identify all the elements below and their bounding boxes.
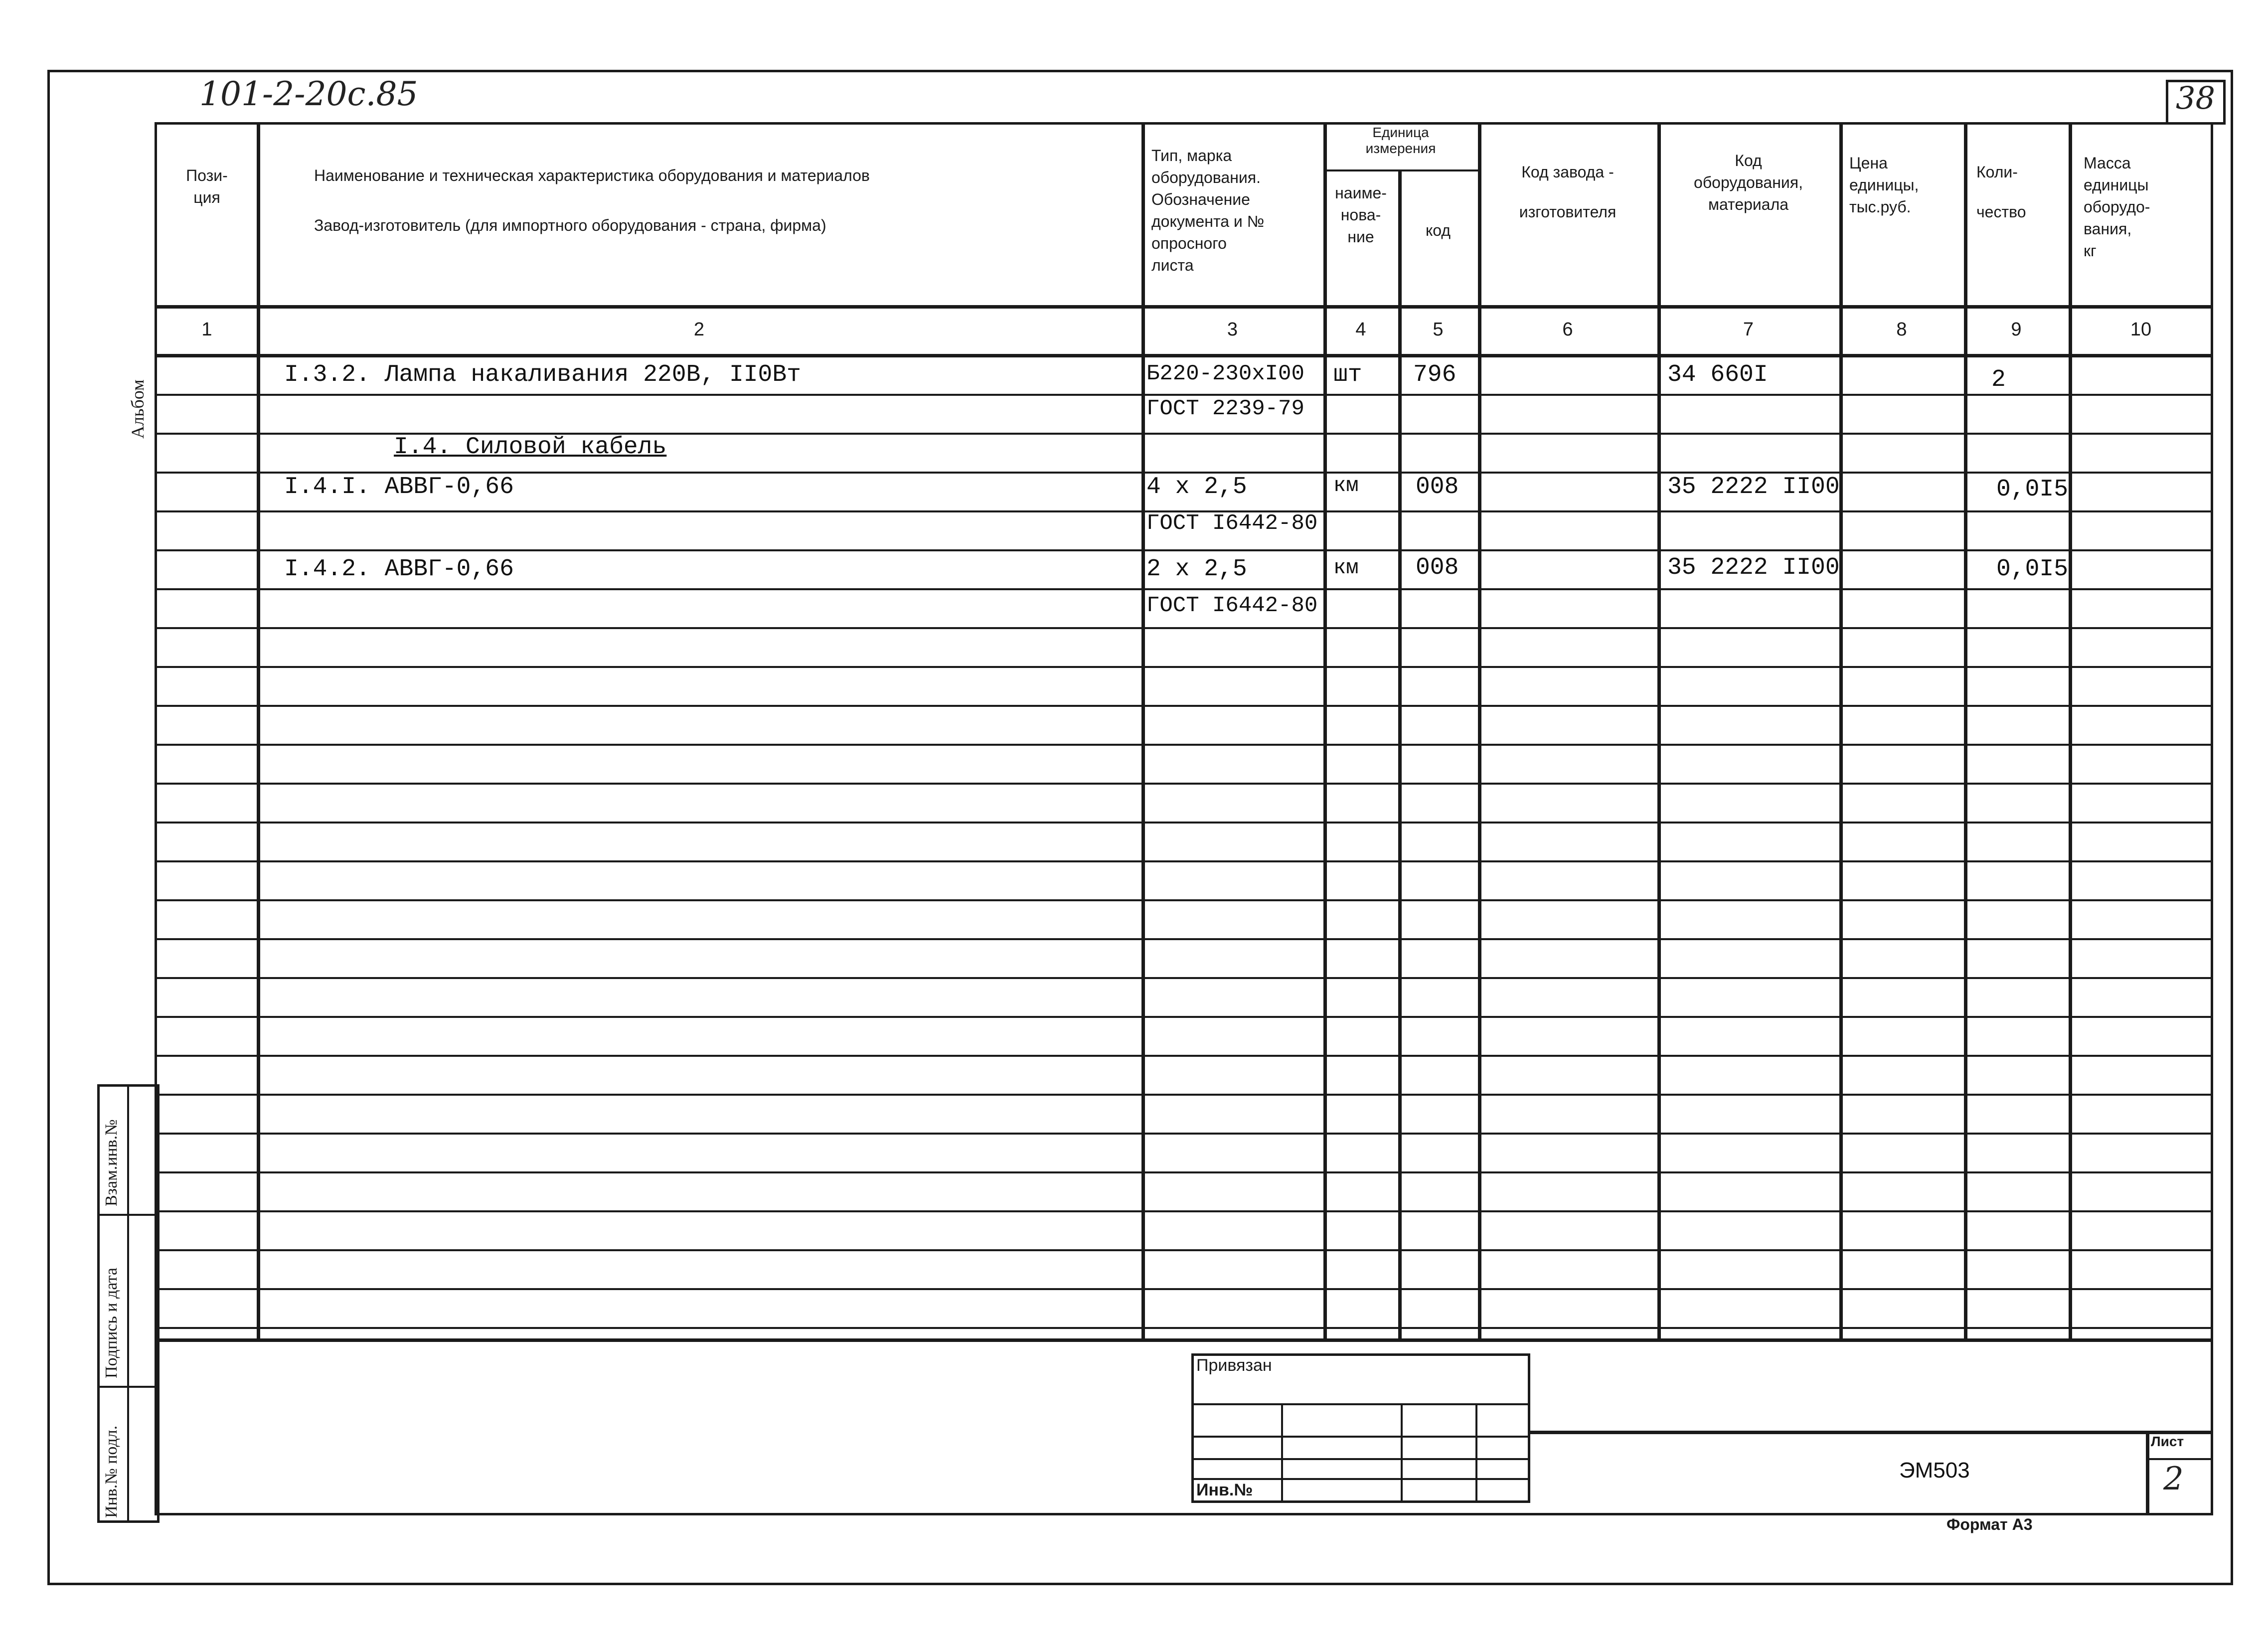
table-row-line (155, 1055, 2213, 1057)
title-block-sheet-line (2146, 1458, 2213, 1460)
row6-unit-code: 008 (1416, 554, 1459, 581)
col-line-9 (2069, 122, 2072, 1338)
row1-code: 34 660I (1667, 361, 1768, 388)
table-row-line (155, 394, 2213, 396)
sheet-label: Лист (2151, 1434, 2184, 1449)
table-row-line (155, 1210, 2213, 1212)
colnum-2: 2 (693, 319, 705, 340)
row3-name: I.4. Силовой кабель (394, 434, 667, 461)
attached-vline-2 (1401, 1403, 1403, 1503)
table-row-line (155, 860, 2213, 862)
designation: ЭМ503 (1899, 1458, 1970, 1483)
row4-name: I.4.I. АВВГ-0,66 (284, 474, 514, 500)
colnum-9: 9 (2011, 319, 2022, 340)
page-number: 38 (2176, 80, 2215, 116)
side-stamp-vline (127, 1084, 129, 1523)
col-line-8 (1964, 122, 1967, 1338)
title-block-sheet-divider (2146, 1431, 2149, 1515)
col-line-3 (1323, 122, 1327, 1338)
attached-line-1 (1191, 1403, 1530, 1405)
row6-type: 2 х 2,5 (1146, 556, 1247, 583)
col3-header: Тип, марка оборудования. Обозначение документа и № опросного листа (1151, 147, 1265, 274)
table-row-line (155, 1094, 2213, 1096)
table-row-line (155, 783, 2213, 785)
row4-unit-code: 008 (1416, 474, 1459, 500)
header-bottom-line (155, 305, 2213, 309)
table-row-line (155, 1338, 2213, 1342)
inv-no-label: Инв.№ (1196, 1481, 1253, 1499)
row1-unit-code: 796 (1413, 361, 1457, 388)
album-label: Альбом (128, 379, 148, 439)
row6-name: I.4.2. АВВГ-0,66 (284, 556, 514, 583)
col7-header: Код оборудования, материала (1694, 152, 1803, 213)
side-stamp-replaced-inv: Взам.инв.№ (102, 1119, 121, 1206)
row6-qty: 0,0I5 (1996, 556, 2069, 583)
col8-header: Цена единицы, тыс.руб. (1849, 154, 1919, 216)
table-row-line (155, 938, 2213, 940)
colnum-4: 4 (1355, 319, 1366, 340)
table-row-line (155, 588, 2213, 590)
colnum-7: 7 (1743, 319, 1754, 340)
attached-vline-1 (1281, 1403, 1283, 1503)
row1-type: Б220-230хI00 (1146, 361, 1304, 386)
row7-type: ГОСТ I6442-80 (1146, 593, 1318, 618)
col6-header: Код завода - изготовителя (1519, 163, 1617, 221)
table-row-line (155, 1288, 2213, 1290)
col-line-4 (1398, 169, 1402, 1338)
attached-line-2 (1191, 1436, 1530, 1438)
row6-unit: км (1333, 556, 1359, 580)
attached-line-3 (1191, 1458, 1530, 1460)
colnum-8: 8 (1896, 319, 1907, 340)
col-line-7 (1839, 122, 1843, 1338)
doc-code: 101-2-20c.85 (199, 75, 418, 113)
row4-code: 35 2222 II00 (1667, 474, 1840, 500)
col1-header: Пози- ция (186, 166, 228, 206)
table-row-line (155, 1249, 2213, 1251)
col2-header-line2: Завод-изготовитель (для импортного оборудования - страна, фирма) (314, 216, 826, 234)
colnum-1: 1 (201, 319, 212, 340)
table-row-line (155, 899, 2213, 901)
row1-qty: 2 (1991, 366, 2006, 393)
col2-header-line1: Наименование и техническая характеристика оборудования и материалов (314, 166, 870, 184)
table-row-line (155, 705, 2213, 707)
attached-vline-3 (1475, 1403, 1477, 1503)
title-block-top (1530, 1431, 2213, 1434)
col-line-6 (1657, 122, 1661, 1338)
row2-type: ГОСТ 2239-79 (1146, 396, 1304, 421)
row4-unit: км (1333, 474, 1359, 497)
table-row-line (155, 744, 2213, 746)
colnum-5: 5 (1433, 319, 1444, 340)
unit-group-header: Единица измерения (1365, 125, 1436, 156)
table-row-line (155, 627, 2213, 629)
table-row-line (155, 1133, 2213, 1135)
table-row-line (155, 977, 2213, 979)
row4-type: 4 х 2,5 (1146, 474, 1247, 500)
table-row-line (155, 1327, 2213, 1329)
col-line-1 (257, 122, 260, 1338)
side-stamp-inv-original: Инв.№ подл. (102, 1425, 121, 1518)
col-line-2 (1141, 122, 1145, 1338)
table-row-line (155, 666, 2213, 668)
col-line-5 (1478, 122, 1481, 1338)
table-row-line (155, 1171, 2213, 1173)
row4-qty: 0,0I5 (1996, 476, 2069, 503)
colnum-bottom-line (155, 354, 2213, 357)
unit-group-line (1323, 169, 1478, 171)
table-row-line (155, 822, 2213, 824)
col4-header: наиме- нова- ние (1335, 184, 1387, 246)
row1-unit: шт (1333, 361, 1362, 388)
row5-type: ГОСТ I6442-80 (1146, 511, 1318, 536)
table-row-line (155, 549, 2213, 551)
row1-name: I.3.2. Лампа накаливания 220В, II0Вт (284, 361, 801, 388)
row6-code: 35 2222 II00 (1667, 554, 1840, 581)
attached-label: Привязан (1196, 1356, 1272, 1375)
side-stamp-signature-date: Подпись и дата (102, 1268, 121, 1378)
table-row-line (155, 1016, 2213, 1018)
col5-header: код (1425, 221, 1451, 239)
attached-line-4 (1191, 1478, 1530, 1480)
colnum-6: 6 (1562, 319, 1573, 340)
sheet-number: 2 (2163, 1461, 2184, 1497)
col9-header: Коли- чество (1976, 163, 2026, 221)
colnum-3: 3 (1227, 319, 1238, 340)
col10-header: Масса единицы оборудо- вания, кг (2084, 154, 2150, 260)
format-label: Формат А3 (1946, 1515, 2033, 1533)
colnum-10: 10 (2130, 319, 2152, 340)
